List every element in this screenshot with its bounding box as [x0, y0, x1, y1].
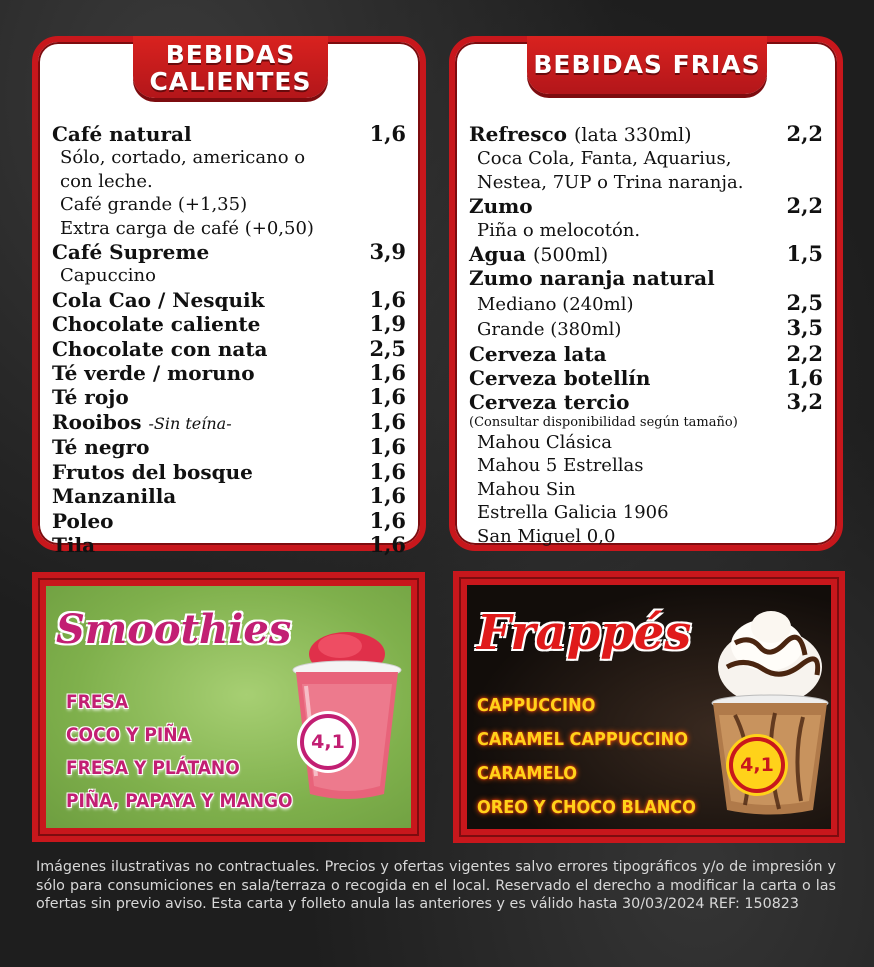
item-price: 1,6 [369, 434, 406, 460]
item-name-group [469, 123, 692, 147]
item-name: Poleo [52, 508, 114, 533]
item-description: Piña o melocotón. [477, 219, 641, 241]
menu-subitem-grande [469, 316, 823, 341]
item-price: 2,2 [786, 121, 823, 146]
item-description: Capuccino [60, 265, 156, 287]
item-price: 1,6 [786, 365, 823, 391]
frappes-price-badge: 4,1 [729, 737, 785, 793]
flavor-item: OREO Y CHOCO BLANCO [477, 797, 696, 818]
item-name: Té verde / moruno [52, 361, 255, 386]
menu-item-cafe-supreme [52, 240, 406, 264]
item-name: Cerveza tercio [469, 390, 630, 415]
menu-item-rooibos [52, 410, 406, 435]
smoothies-flavors-list [66, 686, 293, 818]
menu-item [52, 385, 406, 409]
item-name: Agua [469, 242, 527, 267]
item-price: 1,6 [369, 384, 406, 410]
menu-item-cerveza-lata [469, 342, 823, 366]
item-price: 2,5 [786, 289, 823, 315]
menu-item-zumo [469, 194, 823, 218]
item-name: Rooibos [52, 409, 142, 434]
beer-brand: Mahou Clásica [477, 431, 612, 453]
smoothies-promo-inner [46, 586, 411, 828]
flavor-item: FRESA [66, 691, 129, 713]
item-price: 1,6 [369, 483, 406, 509]
item-size: (lata 330ml) [573, 124, 692, 146]
frappes-title: Frappés [477, 605, 692, 661]
item-price: 2,2 [786, 193, 823, 219]
item-price: 3,9 [369, 239, 406, 265]
menu-item [52, 484, 406, 508]
menu-item [52, 533, 406, 557]
item-name: Cerveza lata [469, 341, 607, 366]
item-price: 3,5 [786, 315, 823, 341]
cold-drinks-title: BEBIDAS FRIAS [527, 36, 767, 94]
hot-title-line1: BEBIDAS [165, 40, 296, 69]
menu-item-cerveza-botellin [469, 366, 823, 390]
menu-item [52, 435, 406, 459]
item-description: Coca Cola, Fanta, Aquarius, [477, 148, 732, 170]
item-name-group [469, 243, 608, 267]
beer-brand: Mahou 5 Estrellas [477, 455, 644, 477]
menu-item [52, 460, 406, 484]
frappes-flavors-list [477, 689, 696, 825]
item-price: 1,9 [369, 311, 406, 337]
item-price: 1,6 [369, 531, 406, 557]
hot-drinks-list [52, 122, 406, 557]
item-price: 1,6 [369, 121, 406, 146]
hot-drinks-title [133, 36, 328, 98]
item-name: Manzanilla [52, 484, 177, 509]
menu-subitem-mediano [469, 291, 823, 316]
menu-item-agua [469, 242, 823, 267]
item-name-group [52, 411, 232, 435]
flavor-item: CAPPUCCINO [477, 695, 596, 716]
menu-item [52, 337, 406, 361]
item-name: Té negro [52, 435, 150, 460]
item-option: Extra carga de café (+0,50) [60, 217, 314, 239]
menu-item-cerveza-tercio [469, 390, 823, 414]
item-name: Té rojo [52, 385, 129, 410]
smoothies-promo [32, 572, 425, 842]
smoothies-price-badge: 4,1 [300, 714, 356, 770]
item-name: Grande (380ml) [477, 319, 622, 341]
menu-item-refresco [469, 122, 823, 147]
item-size: (500ml) [532, 244, 609, 267]
item-name: Refresco [469, 122, 567, 146]
menu-item [52, 509, 406, 533]
menu-item [52, 361, 406, 385]
item-name: Chocolate caliente [52, 312, 261, 337]
item-name: Frutos del bosque [52, 459, 253, 484]
item-price: 1,6 [369, 507, 406, 533]
item-name: Zumo naranja natural [469, 266, 715, 291]
smoothies-title: Smoothies [56, 606, 292, 653]
beer-brand: Estrella Galicia 1906 [477, 502, 669, 524]
menu-item [52, 312, 406, 336]
item-description: Nestea, 7UP o Trina naranja. [477, 171, 744, 193]
item-name: Cerveza botellín [469, 366, 651, 391]
flavor-item: CARAMEL CAPPUCCINO [477, 729, 688, 750]
item-name: Tila [52, 532, 96, 557]
beer-brand: San Miguel 0,0 [477, 525, 616, 547]
flavor-item: FRESA Y PLÁTANO [66, 757, 240, 779]
item-note: -Sin teína- [148, 413, 232, 433]
item-name: Cola Cao / Nesquik [52, 287, 265, 312]
menu-item [52, 288, 406, 312]
flavor-item: CARAMELO [477, 763, 578, 784]
hot-title-line2: CALIENTES [149, 67, 312, 96]
item-price: 1,6 [369, 458, 406, 484]
item-description: Sólo, cortado, americano o [60, 147, 306, 169]
item-price: 2,2 [786, 340, 823, 366]
beer-brand: Mahou Sin [477, 478, 576, 500]
legal-disclaimer: Imágenes ilustrativas no contractuales. Precios y ofertas vigentes salvo errores tipográficos y/o de impresión y sólo para consumiciones en sala/terraza o recogida en el local. Reservado el derecho a modificar la carta o las ofertas sin previo aviso. Esta carta y folleto anula las anteriores y es válido hasta 30/03/2024 REF: 150823 [36, 859, 836, 912]
item-description: con leche. [60, 170, 153, 192]
smoothie-cup-image [292, 626, 402, 801]
cold-drinks-list [469, 122, 823, 548]
menu-item-cafe-natural [52, 122, 406, 146]
item-name: Mediano (240ml) [477, 293, 634, 315]
item-price: 1,6 [369, 360, 406, 386]
item-name: Chocolate con nata [52, 336, 268, 361]
availability-note: (Consultar disponibilidad según tamaño) [469, 414, 738, 430]
item-price: 1,5 [786, 241, 823, 267]
item-name: Zumo [469, 194, 533, 219]
item-option: Café grande (+1,35) [60, 194, 248, 216]
item-name: Café natural [52, 122, 192, 146]
item-price: 2,5 [369, 335, 406, 361]
flavor-item: COCO Y PIÑA [66, 724, 191, 746]
cold-drinks-panel [449, 36, 843, 551]
frappes-promo-inner [467, 585, 831, 829]
menu-item-zumo-naranja [469, 267, 823, 290]
item-name: Café Supreme [52, 240, 210, 265]
flavor-item: PIÑA, PAPAYA Y MANGO [66, 790, 293, 812]
frappes-promo [453, 571, 845, 843]
item-price: 1,6 [369, 286, 406, 312]
hot-drinks-panel [32, 36, 426, 557]
item-price: 3,2 [786, 389, 823, 415]
item-price: 1,6 [369, 408, 406, 434]
